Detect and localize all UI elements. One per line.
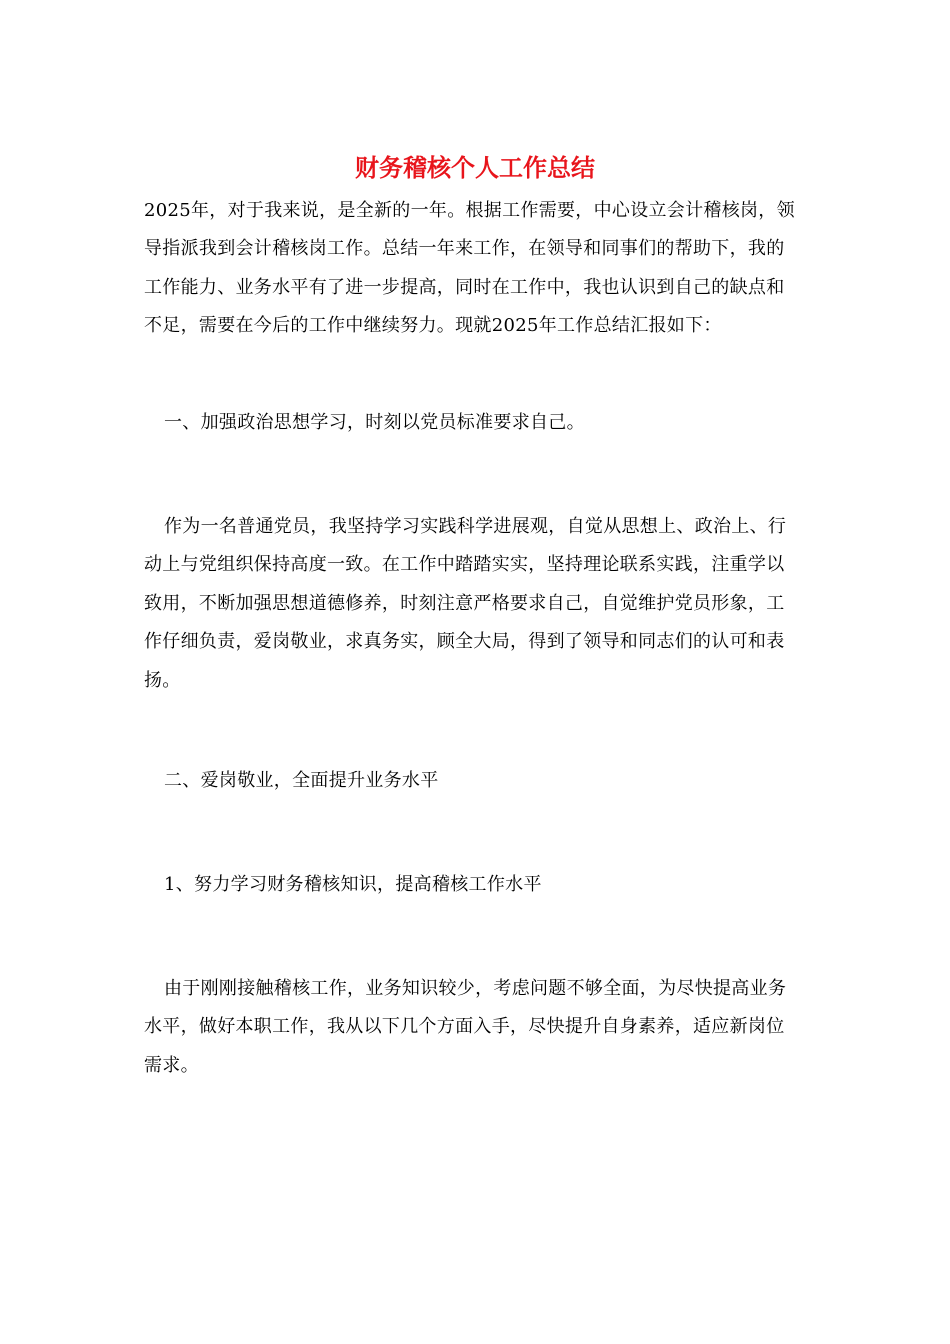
section-1-paragraph: 作为一名普通党员，我坚持学习实践科学进展观，自觉从思想上、政治上、行动上与党组织保持高度一致。在工作中踏踏实实，坚持理论联系实践，注重学以致用，不断加强思想道德修养，时刻注意严格要求自己，自觉维护党员形象，工作仔细负责，爱岗敬业，求真务实，顾全大局，得到了领导和同志们的认可和表扬。 bbox=[144, 516, 787, 691]
section-heading-2: 二、爱岗敬业，全面提升业务水平 bbox=[164, 770, 439, 791]
subsection-heading-1: 1、努力学习财务稽核知识，提高稽核工作水平 bbox=[164, 874, 542, 895]
document-title: 财务稽核个人工作总结 bbox=[355, 154, 595, 182]
intro-paragraph: 2025年，对于我来说，是全新的一年。根据工作需要，中心设立会计稽核岗，领导指派我到会计稽核岗工作。总结一年来工作，在领导和同事们的帮助下，我的工作能力、业务水平有了进一步提高，同时在工作中，我也认识到自己的缺点和不足，需要在今后的工作中继续努力。现就2025年工作总结汇报如下： bbox=[144, 200, 795, 337]
subsection-1-paragraph: 由于刚刚接触稽核工作，业务知识较少，考虑问题不够全面，为尽快提高业务水平，做好本职工作，我从以下几个方面入手，尽快提升自身素养，适应新岗位需求。 bbox=[144, 978, 787, 1076]
section-heading-1: 一、加强政治思想学习，时刻以党员标准要求自己。 bbox=[164, 412, 585, 433]
